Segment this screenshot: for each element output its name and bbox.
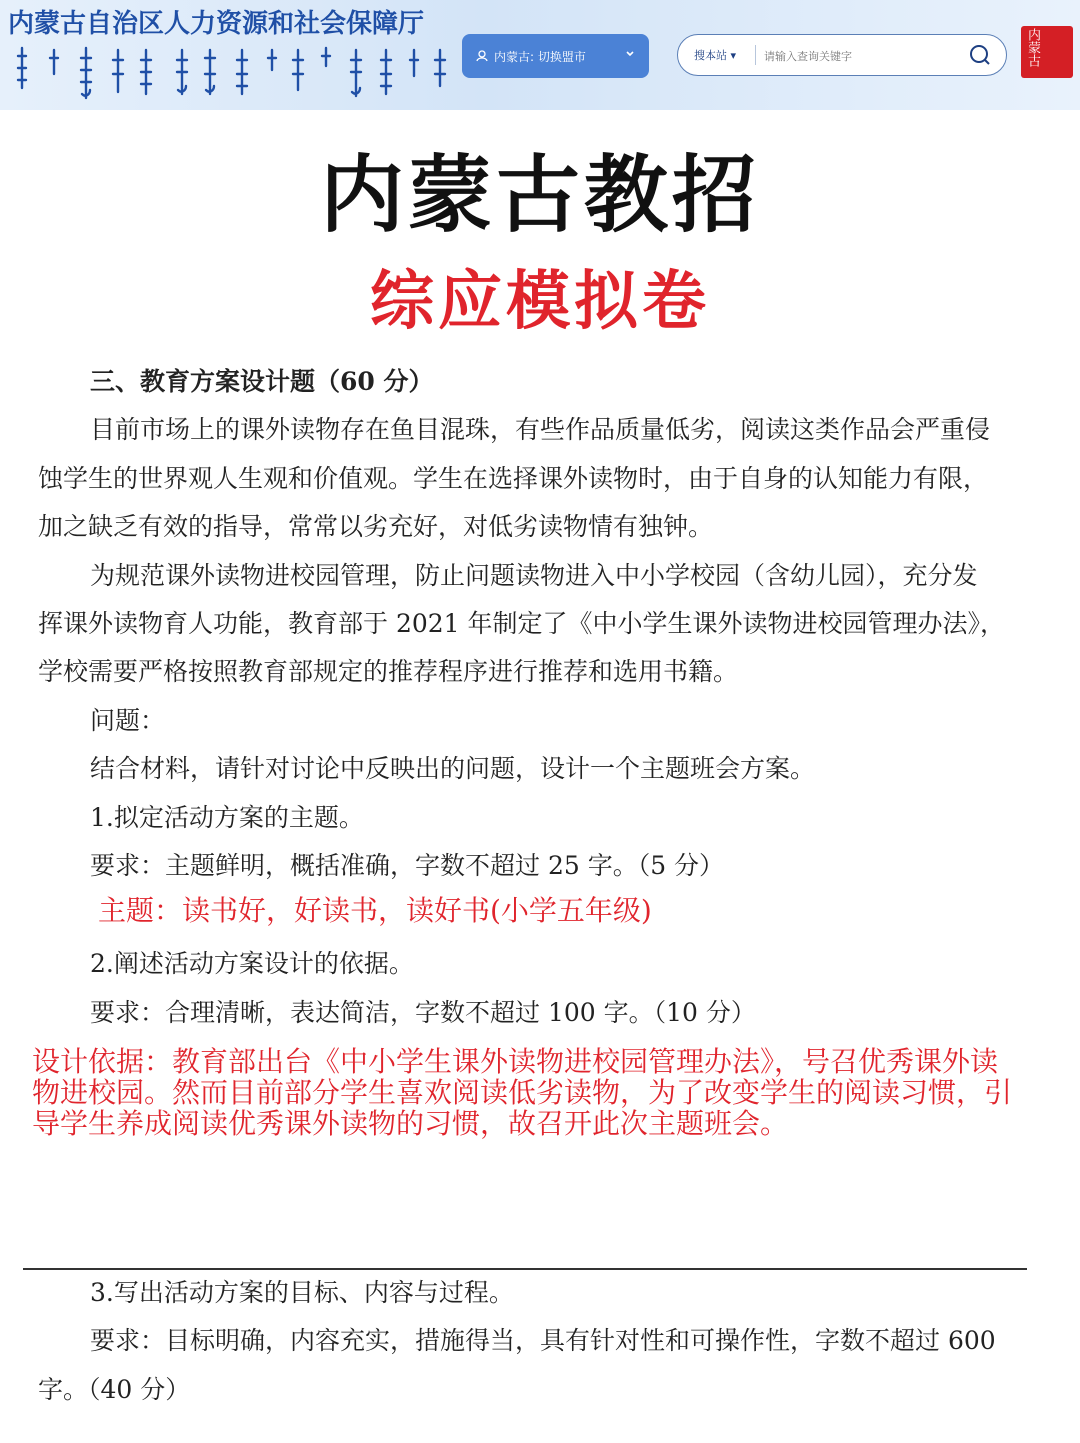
region-switch-button[interactable] [462,34,649,78]
question-label: 问题： [90,706,166,735]
question-1: 1.拟定活动方案的主题。 [90,803,364,832]
seal-logo[interactable] [1021,26,1073,78]
question-3-requirement: 要求：目标明确，内容充实，措施得当，具有针对性和可操作性，字数不超过 600 [90,1326,996,1355]
question-2: 2.阐述活动方案设计的依据。 [90,949,414,978]
divider [23,1268,1027,1270]
answer-1: 主题：读书好，好读书，读好书(小学五年级) [98,894,652,927]
paragraph-line: 挥课外读物育人功能，教育部于 2021 年制定了《中小学生课外读物进校园管理办法》， [38,609,1006,638]
page-title: 内蒙古教招 [319,146,760,244]
answer-2: 设计依据：教育部出台《中小学生课外读物进校园管理办法》，号召优秀课外读物进校园。然而目前部分学生喜欢阅读低劣读物，为了改变学生的阅读习惯，引导学生养成阅读优秀课外读物的习惯，故召开此次主题班会。 [32,1045,1013,1140]
question-3: 3.写出活动方案的目标、内容与过程。 [90,1278,514,1307]
search-scope-dropdown[interactable]: 搜本站 ▾ [694,49,737,62]
paragraph-line: 为规范课外读物进校园管理，防止问题读物进入中小学校园（含幼儿园），充分发 [90,561,978,590]
search-input[interactable] [762,43,956,69]
user-location-icon [476,50,488,62]
chevron-down-icon [625,47,635,61]
section-heading: 三、教育方案设计题（60 分） [90,367,434,396]
paragraph-line: 蚀学生的世界观人生观和价值观。学生在选择课外读物时，由于自身的认知能力有限， [38,464,989,493]
question-3-requirement: 字。（40 分） [38,1375,191,1404]
paragraph-line: 学校需要严格按照教育部规定的推荐程序进行推荐和选用书籍。 [38,657,739,686]
site-title[interactable]: 内蒙古自治区人力资源和社会保障厅 [8,9,425,39]
paragraph-line: 目前市场上的课外读物存在鱼目混珠，有些作品质量低劣，阅读这类作品会严重侵 [90,415,991,444]
seal-logo-text: 内蒙古 [1025,28,1040,67]
paragraph-line: 加之缺乏有效的指导，常常以劣充好，对低劣读物情有独钟。 [38,512,714,541]
page-subtitle: 综应模拟卷 [370,264,710,339]
question-1-requirement: 要求：主题鲜明，概括准确，字数不超过 25 字。（5 分） [90,851,725,880]
search-box [677,34,1007,76]
question-text: 结合材料，请针对讨论中反映出的问题，设计一个主题班会方案。 [90,754,816,783]
mongolian-script-logo [14,44,454,104]
search-icon[interactable] [968,43,992,71]
question-2-requirement: 要求：合理清晰，表达简洁，字数不超过 100 字。（10 分） [90,998,756,1027]
region-switch-label: 内蒙古: 切换盟市 [494,49,586,64]
divider [755,45,756,65]
site-header [0,0,1080,110]
